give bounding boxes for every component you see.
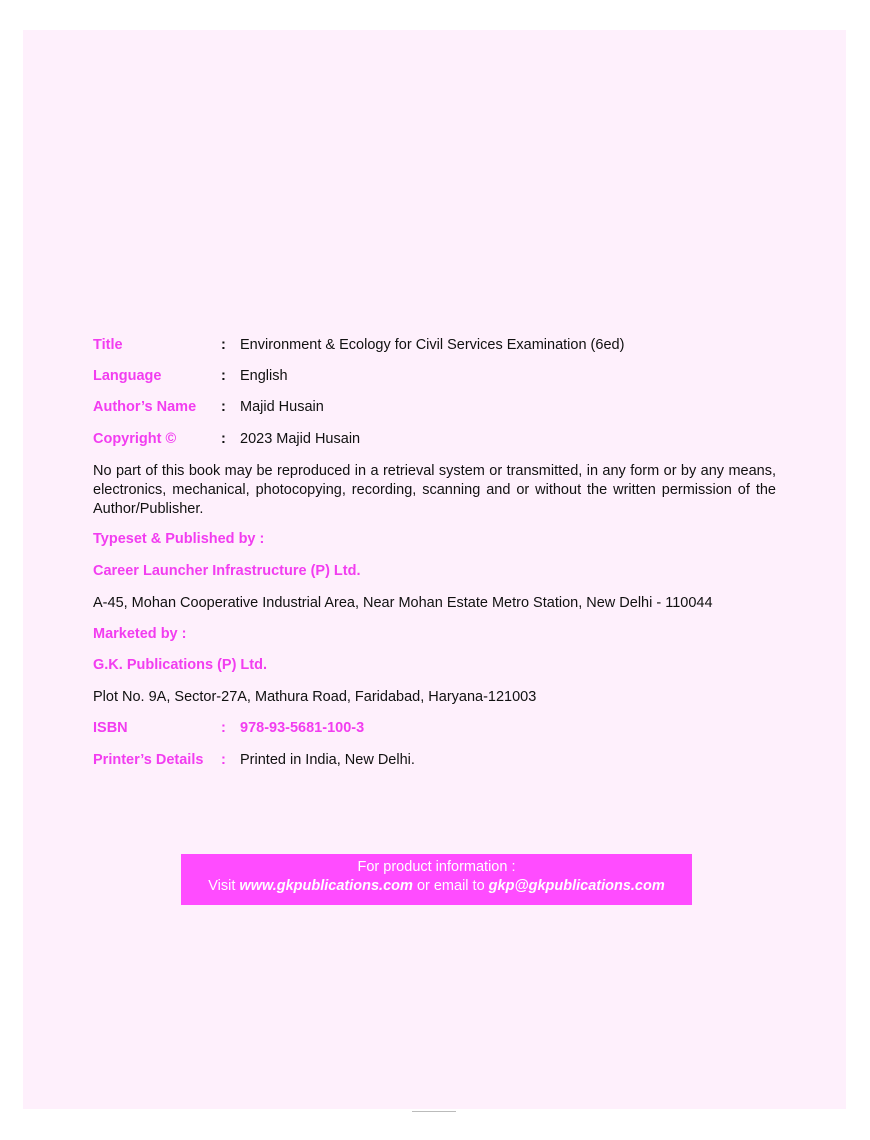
separator: : <box>221 337 226 353</box>
copyright-label: Copyright © <box>93 431 177 447</box>
publisher-name: Career Launcher Infrastructure (P) Ltd. <box>93 563 361 579</box>
product-info-heading: For product information : <box>357 859 516 875</box>
separator: : <box>221 752 226 768</box>
language-value: English <box>240 368 288 384</box>
separator: : <box>221 720 226 736</box>
website-link[interactable]: www.gkpublications.com <box>239 878 413 894</box>
separator: : <box>221 431 226 447</box>
separator: : <box>221 368 226 384</box>
author-value: Majid Husain <box>240 399 324 415</box>
publisher-heading: Typeset & Published by : <box>93 531 265 547</box>
copyright-value: 2023 Majid Husain <box>240 431 361 447</box>
title-value: Environment & Ecology for Civil Services Examination (6ed) <box>240 337 625 353</box>
or-email-text: or email to <box>416 878 485 894</box>
printer-value: Printed in India, New Delhi. <box>240 752 415 768</box>
separator: : <box>221 399 226 415</box>
visit-text: Visit <box>208 878 236 894</box>
marketer-heading: Marketed by : <box>93 626 187 642</box>
product-info-contact <box>181 877 692 896</box>
publisher-address: A-45, Mohan Cooperative Industrial Area, Near Mohan Estate Metro Station, New Delhi - 110044 <box>93 595 713 611</box>
marketer-address: Plot No. 9A, Sector-27A, Mathura Road, Faridabad, Haryana-121003 <box>93 689 537 705</box>
marketer-name: G.K. Publications (P) Ltd. <box>93 657 267 673</box>
printer-label: Printer’s Details <box>93 752 204 768</box>
author-label: Author’s Name <box>93 399 197 415</box>
product-info-box <box>181 854 692 905</box>
language-label: Language <box>93 368 162 384</box>
isbn-label: ISBN <box>93 720 128 736</box>
page-divider <box>412 1111 456 1112</box>
copyright-notice: No part of this book may be reproduced in a retrieval system or transmitted, in any form or by any means, electronics, mechanical, photocopying, recording, scanning and or without the written permission of the Author/Publisher. <box>93 463 776 517</box>
title-label: Title <box>93 337 123 353</box>
email-link[interactable]: gkp@gkpublications.com <box>488 878 665 894</box>
isbn-value: 978-93-5681-100-3 <box>240 720 365 736</box>
